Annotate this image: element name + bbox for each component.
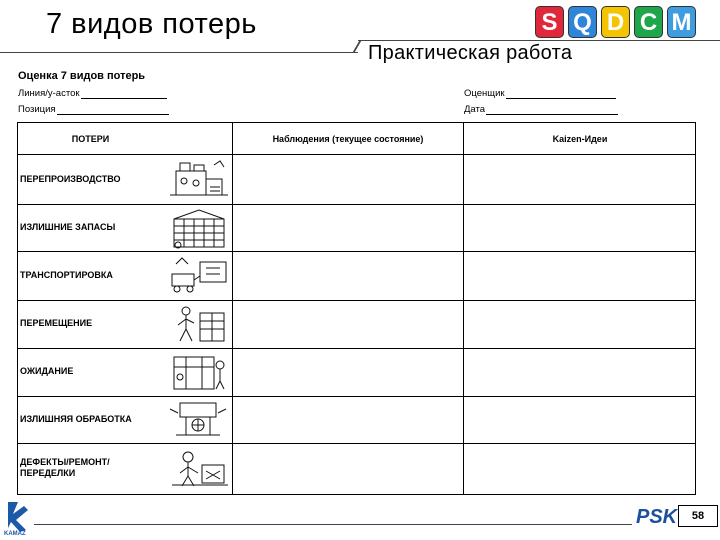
loss-waiting: ОЖИДАНИЕ — [20, 366, 74, 376]
header-kaizen-ideas: Kaizen-Идеи — [552, 133, 608, 144]
line-field[interactable] — [18, 88, 167, 99]
form-title: Оценка 7 видов потерь — [18, 70, 146, 82]
transportation-illustration-icon — [166, 254, 232, 298]
overprocessing-illustration-icon — [166, 399, 232, 443]
slide-title: 7 видов потерь — [46, 8, 257, 40]
loss-overproduction: ПЕРЕПРОИЗВОДСТВО — [20, 174, 121, 184]
assessor-field[interactable] — [464, 88, 616, 99]
position-field[interactable] — [18, 104, 169, 115]
position-input[interactable] — [57, 106, 169, 115]
title-underline — [0, 52, 358, 53]
waste-assessment-table — [17, 122, 696, 495]
row-divider — [18, 396, 695, 397]
assessor-input[interactable] — [506, 90, 616, 99]
footer-line — [34, 524, 632, 525]
column-divider — [232, 123, 233, 494]
subtitle-overline — [358, 40, 720, 41]
row-divider — [18, 300, 695, 301]
header-losses: ПОТЕРИ — [71, 133, 110, 144]
position-label: Позиция — [18, 104, 56, 115]
psk-brand: PSK — [636, 506, 678, 528]
row-divider — [18, 204, 695, 205]
loss-transportation: ТРАНСПОРТИРОВКА — [20, 270, 113, 280]
badge-q: Q — [568, 6, 597, 38]
excess-inventory-illustration-icon — [166, 207, 232, 251]
overproduction-illustration-icon — [166, 157, 232, 201]
defects-illustration-icon — [166, 447, 232, 491]
row-divider — [18, 251, 695, 252]
motion-illustration-icon — [166, 303, 232, 347]
badge-m: M — [667, 6, 696, 38]
loss-motion: ПЕРЕМЕЩЕНИЕ — [20, 318, 93, 328]
date-input[interactable] — [486, 106, 618, 115]
slide-subtitle: Практическая работа — [368, 42, 573, 64]
header-observations: Наблюдения (текущее состояние) — [272, 133, 424, 144]
date-label: Дата — [464, 104, 486, 115]
loss-excess-inventory: ИЗЛИШНИЕ ЗАПАСЫ — [20, 222, 116, 232]
line-input[interactable] — [81, 90, 167, 99]
page-number: 58 — [678, 505, 718, 527]
badge-c: C — [634, 6, 663, 38]
assessor-label: Оценщик — [464, 88, 505, 99]
row-divider — [18, 154, 695, 155]
row-divider — [18, 348, 695, 349]
line-label: Линия/у-асток — [18, 88, 80, 99]
row-divider — [18, 443, 695, 444]
logo-text: KAMAZ — [4, 531, 26, 537]
column-divider — [463, 123, 464, 494]
date-field[interactable] — [464, 104, 618, 115]
loss-defects: ДЕФЕКТЫ/РЕМОНТ/ ПЕРЕДЕЛКИ — [20, 457, 110, 478]
waiting-illustration-icon — [166, 351, 232, 395]
badge-d: D — [601, 6, 630, 38]
sqdcm-badges — [535, 6, 696, 38]
badge-s: S — [535, 6, 564, 38]
loss-overprocessing: ИЗЛИШНЯЯ ОБРАБОТКА — [20, 414, 132, 424]
